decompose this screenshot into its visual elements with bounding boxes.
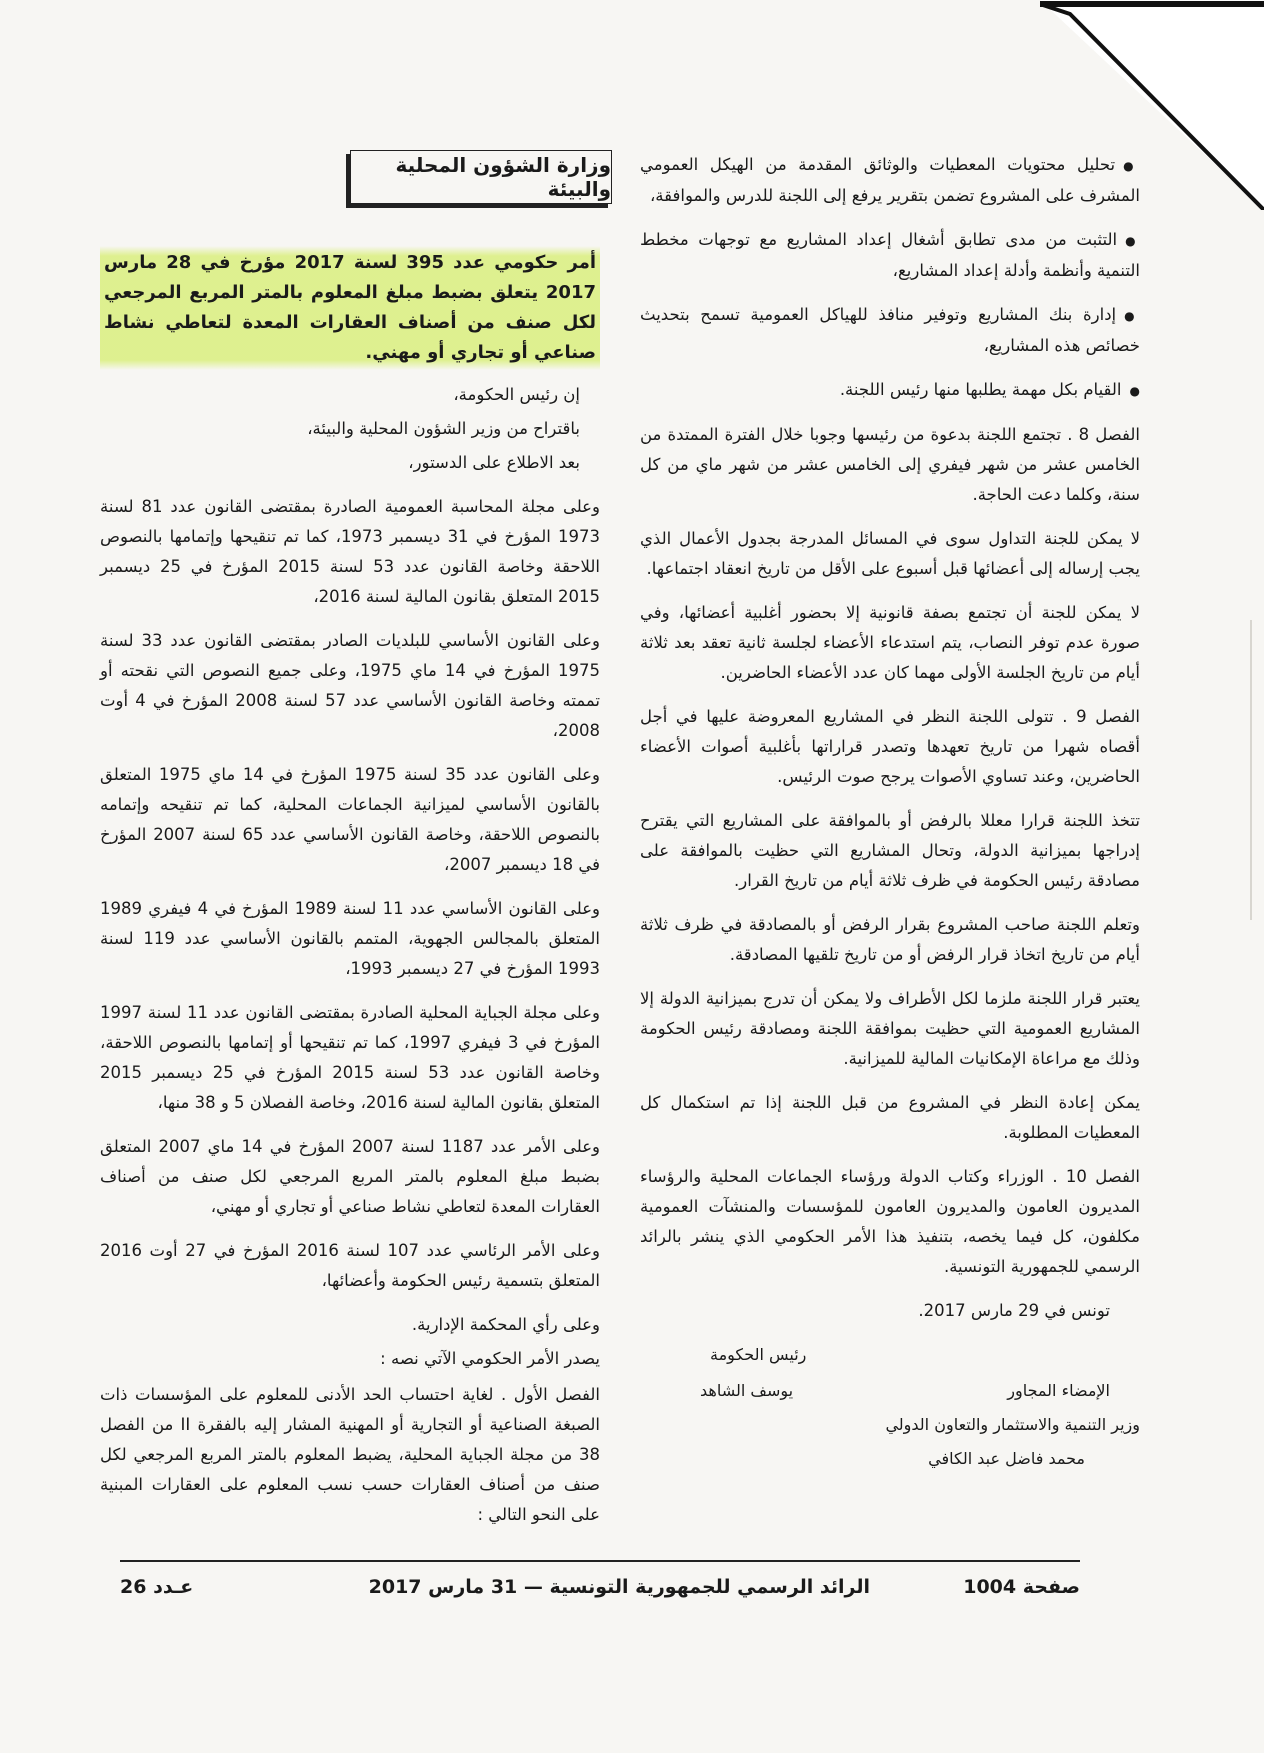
- ministry-heading: وزارة الشؤون المحلية والبيئة: [350, 150, 612, 204]
- list-item: ●التثبت من مدى تطابق أشغال إعداد المشاريع مع توجهات مخطط التنمية وأنظمة وأدلة إعداد المشاريع،: [640, 230, 1140, 280]
- article-8: الفصل 8 . تجتمع اللجنة بدعوة من رئيسها وجوبا خلال الفترة الممتدة من الخامس عشر من شهر فيفري إلى الخامس عشر من شهر ماي من كل سنة، وكلما دعت الحاجة.: [640, 425, 1140, 504]
- list-item: ●إدارة بنك المشاريع وتوفير منافذ للهياكل العمومية تسمح بتحديث خصائص هذه المشاريع،: [640, 305, 1140, 355]
- paragraph: وعلى القانون عدد 35 لسنة 1975 المؤرخ في 14 ماي 1975 المتعلق بالقانون الأساسي لميزانية الجماعات المحلية، كما تم تنقيحه وإتمامه بالنصوص اللاحقة، وخاصة القانون الأساسي عدد 65 لسنة 2007 المؤرخ في 18 ديسمبر 2007،: [100, 765, 601, 874]
- article-9: الفصل 9 . تتولى اللجنة النظر في المشاريع المعروضة عليها في أجل أقصاه شهرا من تاريخ تعهدها وتصدر قراراتها بأغلبية أصوات الأعضاء الحاضرين، وعند تساوي الأصوات يرجح صوت الرئيس.: [640, 707, 1140, 786]
- intro-line: إن رئيس الحكومة،: [453, 385, 580, 404]
- list-item: ●تحليل محتويات المعطيات والوثائق المقدمة من الهيكل العمومي المشرف على المشروع تضمن بتقرير يرفع إلى اللجنة للدرس والموافقة،: [640, 155, 1140, 205]
- bullet-icon: ●: [1124, 309, 1140, 323]
- paragraph: وعلى القانون الأساسي للبلديات الصادر بمقتضى القانون عدد 33 لسنة 1975 المؤرخ في 14 ماي 1975، وعلى جميع النصوص التي نقحته أو تممته وخاصة القانون الأساسي عدد 57 لسنة 2008 المؤرخ في 4 أوت 2008،: [100, 631, 600, 740]
- paragraph: يعتبر قرار اللجنة ملزما لكل الأطراف ولا يمكن أن تدرج بميزانية الدولة إلا المشاريع العمومية التي حظيت بموافقة اللجنة ومصادقة رئيس الحكومة وذلك مع مراعاة الإمكانيات المالية للميزانية.: [640, 989, 1140, 1068]
- right-column: [640, 150, 1141, 1468]
- bullet-icon: ●: [1123, 159, 1140, 173]
- paragraph: وعلى الأمر عدد 1187 لسنة 2007 المؤرخ في 14 ماي 2007 المتعلق بضبط مبلغ المعلوم بالمتر المربع المرجعي لكل صنف من أصناف العقارات المعدة لتعاطي نشاط صناعي أو تجاري أو مهني،: [100, 1137, 601, 1216]
- paragraph: وعلى الأمر الرئاسي عدد 107 لسنة 2016 المؤرخ في 27 أوت 2016 المتعلق بتسمية رئيس الحكومة وأعضائها،: [100, 1241, 601, 1290]
- issue-number: عـدد 26: [120, 1576, 194, 1598]
- page-footer: [120, 1560, 1080, 1602]
- paragraph: يمكن إعادة النظر في المشروع من قبل اللجنة إذا تم استكمال كل المعطيات المطلوبة.: [640, 1093, 1140, 1142]
- minister-name: محمد فاضل عبد الكافي: [928, 1449, 1085, 1468]
- paragraph: لا يمكن للجنة التداول سوى في المسائل المدرجة بجدول الأعمال الذي يجب إرساله إلى أعضائها قبل أسبوع على الأقل من تاريخ انعقاد اجتماعها.: [640, 529, 1140, 578]
- bullet-icon: ●: [1125, 234, 1140, 248]
- scan-edge-mark: [1250, 620, 1252, 920]
- article-1: الفصل الأول . لغاية احتساب الحد الأدنى للمعلوم على المؤسسات ذات الصبغة الصناعية أو التجارية أو المهنية المشار إليه بالفقرة II من الفصل 38 من مجلة الجباية المحلية، يضبط المعلوم بالمتر المربع المرجعي لكل صنف من أصناف العقارات حسب نسب المعلوم على العقارات المبنية على النحو التالي :: [100, 1385, 600, 1524]
- intro-line: باقتراح من وزير الشؤون المحلية والبيئة،: [307, 419, 580, 438]
- signature-block: [640, 1340, 1140, 1468]
- paragraph: تتخذ اللجنة قرارا معللا بالرفض أو بالموافقة على المشاريع التي يقترح إدراجها بميزانية الدولة، وتحال المشاريع التي حظيت بالموافقة على مصادقة رئيس الحكومة في ظرف ثلاثة أيام من تاريخ القرار.: [640, 811, 1140, 890]
- left-column: [100, 240, 600, 1544]
- minister-title: وزير التنمية والاستثمار والتعاون الدولي: [885, 1415, 1140, 1434]
- decree-title: أمر حكومي عدد 395 لسنة 2017 مؤرخ في 28 مارس 2017 يتعلق بضبط مبلغ المعلوم بالمتر المربع المرجعي لكل صنف من أصناف العقارات المعدة لتعاطي نشاط صناعي أو تجاري أو مهني.: [100, 246, 600, 370]
- paragraph: لا يمكن للجنة أن تجتمع بصفة قانونية إلا بحضور أغلبية أعضائها، وفي صورة عدم توفر النصاب، يتم استدعاء الأعضاء لجلسة ثانية تعقد بعد ثلاثة أيام من تاريخ الجلسة الأولى مهما كان عدد الأعضاء الحاضرين.: [640, 603, 1140, 682]
- head-of-government-name: يوسف الشاهد: [700, 1381, 794, 1400]
- intro-line: بعد الاطلاع على الدستور،: [408, 453, 580, 472]
- paragraph: وعلى مجلة الجباية المحلية الصادرة بمقتضى القانون عدد 11 لسنة 1997 المؤرخ في 3 فيفري 1997، كما تم تنقيحها أو إتمامها بالنصوص اللاحقة، وخاصة القانون عدد 53 لسنة 2015 المؤرخ في 25 ديسمبر 2015 المتعلق بقانون المالية لسنة 2016، وخاصة الفصلان 5 و 38 منها،: [100, 1003, 601, 1112]
- journal-title: الرائد الرسمي للجمهورية التونسية — 31 مارس 2017: [368, 1576, 870, 1598]
- paragraph: يصدر الأمر الحكومي الآتي نصه :: [380, 1349, 600, 1368]
- paragraph: وتعلم اللجنة صاحب المشروع بقرار الرفض أو بالمصادقة في ظرف ثلاثة أيام من تاريخ اتخاذ قرار الرفض أو من تاريخ تلقيها المصادقة.: [640, 915, 1140, 964]
- countersign-label: الإمضاء المجاور: [1007, 1381, 1110, 1400]
- head-of-government-title: رئيس الحكومة: [710, 1345, 807, 1364]
- bullet-icon: ●: [1129, 384, 1140, 398]
- article-10: الفصل 10 . الوزراء وكتاب الدولة ورؤساء الجماعات المحلية والرؤساء المديرون العامون والمديرون العامون للمؤسسات والمنشآت العمومية مكلفون، كل فيما يخصه، بتنفيذ هذا الأمر الحكومي الذي ينشر بالرائد الرسمي للجمهورية التونسية.: [640, 1167, 1141, 1276]
- date-line: تونس في 29 مارس 2017.: [918, 1301, 1110, 1320]
- paragraph: وعلى رأي المحكمة الإدارية.: [411, 1315, 600, 1334]
- list-item: ●القيام بكل مهمة يطلبها منها رئيس اللجنة.: [839, 380, 1140, 399]
- page-number: صفحة 1004: [963, 1576, 1080, 1598]
- paragraph: وعلى القانون الأساسي عدد 11 لسنة 1989 المؤرخ في 4 فيفري 1989 المتعلق بالمجالس الجهوية، المتمم بالقانون الأساسي عدد 119 لسنة 1993 المؤرخ في 27 ديسمبر 1993،: [100, 899, 601, 978]
- paragraph: وعلى مجلة المحاسبة العمومية الصادرة بمقتضى القانون عدد 81 لسنة 1973 المؤرخ في 31 ديسمبر 1973، كما تم تنقيحها وإتمامها بالنصوص اللاحقة وخاصة القانون عدد 53 لسنة 2015 المؤرخ في 25 ديسمبر 2015 المتعلق بقانون المالية لسنة 2016،: [100, 497, 601, 606]
